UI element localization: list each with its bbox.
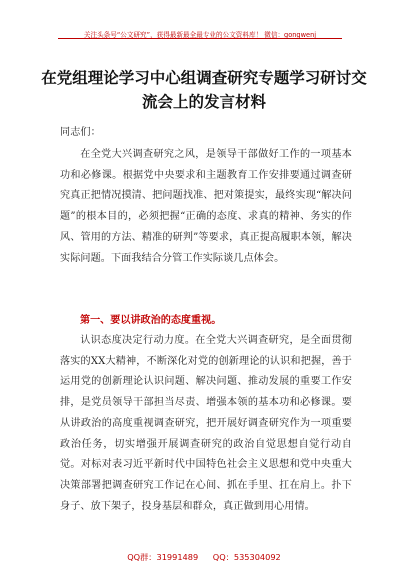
header-banner-text: 关注头条号“公文研究”，获得最新最全最专业的公文资料库！ 微信：gongwenj xyxy=(83,31,317,39)
header-banner xyxy=(58,22,342,39)
footer-qq: QQ：535304092 xyxy=(212,552,281,562)
document-title: 在党组理论学习中心组调查研究专题学习研讨交流会上的发言材料 xyxy=(41,69,367,111)
footer-qq-group: QQ群：31991489 xyxy=(127,552,199,562)
footer xyxy=(0,550,408,564)
paragraph-intro: 在全党大兴调查研究之风，是领导干部做好工作的一项基本功和必修课。根据党中央要求和主题教育工作安排要通过调查研究真正把情况摸清、把问题找准、把对策提实，最终实现“解决问题”的根本目的，必须把握“正确的态度、求真的精神、务实的作风、管用的方法、精准的研判”等要求，真正提高履职本领，解决实际问题。下面我结合分管工作实际谈几点体会。 xyxy=(60,149,352,264)
section-heading: 第一、要以讲政治的态度重视。 xyxy=(80,315,222,326)
greeting: 同志们： xyxy=(60,127,101,138)
paragraph-body: 认识态度决定行动力度。在全党大兴调查研究，是全面贯彻落实的XX大精神，不断深化对党的创新理论的认识和把握，善于运用党的创新理论认识问题、解决问题、推动发展的重要工作安排，是党员领导干部担当尽责、增强本领的基本功和必修课。要从讲政治的高度重视调查研究，把开展好调查研究作为一项重要政治任务，切实增强开展调查研究的政治自觉思想自觉行动自觉。对标对表习近平新时代中国特色社会主义思想和党中央重大决策部署把调查研究工作记在心间、抓在手里、扛在肩上。扑下身子、放下架子，投身基层和群众，真正做到用心用情。 xyxy=(60,335,352,512)
